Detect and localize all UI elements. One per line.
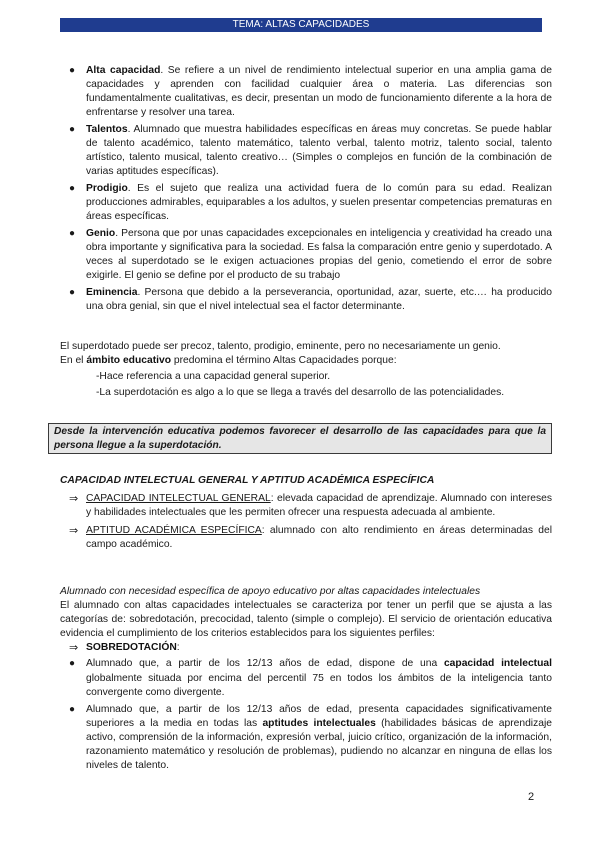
- bullet-icon: ●: [69, 182, 76, 194]
- list-item: ● Alumnado que, a partir de los 12/13 años de edad, dispone de una capacidad intelectual globalmente situada por encima del percentil 75 en todos los ámbitos de la inteligencia tanto convergente como divergente.: [69, 658, 552, 698]
- arrow-right-icon: ⇒: [69, 525, 79, 538]
- definition-text: . Se refiere a un nivel de rendimiento intelectual superior en una amplia gama de capacidades y aprenden con facilidad cualquier área o materia. Las diferencias son fundamentalmente cualitativas, es decir, presentan un modo de funcionamiento diferente a la hora de enfrentarse y resolver una tarea.: [86, 65, 552, 119]
- bullet-icon: ●: [69, 658, 76, 670]
- bullet-icon: ●: [69, 227, 76, 239]
- bullet-icon: ●: [69, 65, 76, 76]
- section-intro: El alumnado con altas capacidades intelectuales se caracteriza por tener un perfil que se ajusta a las categorías de: sobredotación, precocidad, talento (simple o complejo). El servicio de orientación educativa evidencia el cumplimiento de los criterios establecidos para los siguientes perfiles:: [60, 600, 552, 640]
- intro-line-educativo: En el ámbito educativo predomina el término Altas Capacidades porque:: [60, 355, 397, 367]
- page-header-banner: [60, 18, 542, 32]
- definition-term: Talentos: [86, 123, 128, 135]
- definition-item: [60, 64, 552, 120]
- bullet-icon: ●: [69, 703, 76, 715]
- bullet-icon: ●: [69, 123, 76, 135]
- arrow-list-item: ⇒ APTITUD ACADÉMICA ESPECÍFICA: alumnado con alto rendimiento en áreas determinadas del campo académico.: [69, 525, 552, 551]
- definition-item: [60, 286, 552, 314]
- definition-term: Genio: [86, 227, 116, 239]
- intro-line: El superdotado puede ser precoz, talento, prodigio, eminente, pero no necesariamente un genio.: [60, 341, 501, 352]
- definition-text: . Persona que debido a la perseverancia, oportunidad, azar, suerte, etc.… ha producido una obra genial, sin que el nivel intelectual sea el factor determinante.: [86, 286, 552, 312]
- definition-text: . Es el sujeto que realiza una actividad fuera de lo común para su edad. Realizan producciones admirables, equiparables a los adultos, y suelen presentar competencias prematuras en áreas específicas.: [86, 182, 552, 223]
- sub-label: SOBREDOTACIÓN: [86, 642, 177, 654]
- definitions-list: [60, 64, 552, 317]
- section-capacidad: [60, 474, 552, 556]
- definition-text: . Alumnado que muestra habilidades específicas en áreas muy concretas. Se puede hablar de talento académico, talento matemático, talento verbal, talento motriz, talento social, talento artístico, talento musical, talento creativo… (Simples o complejos en función de la combinación de varias aptitudes específicas).: [86, 123, 552, 178]
- page-number: 2: [528, 791, 535, 803]
- reason-item: -La superdotación es algo a lo que se llega a través del desarrollo de las potencialidades.: [96, 387, 505, 399]
- bullet-icon: ●: [69, 286, 76, 298]
- section-heading: Alumnado con necesidad específica de apoyo educativo por altas capacidades intelectuales: [60, 586, 481, 597]
- reason-item: -Hace referencia a una capacidad general superior.: [96, 371, 331, 383]
- section-heading: CAPACIDAD INTELECTUAL GENERAL Y APTITUD ACADÉMICA ESPECÍFICA: [60, 475, 435, 486]
- list-item: ● Alumnado que, a partir de los 12/13 años de edad, presenta capacidades significativamente superiores a la media en todas las aptitudes intelectuales (habilidades básicas de aprendizaje activo, comprensión de la información, expresión verbal, juicio crítico, organización de la información, razonamiento matemático y resolución de problemas), pudiendo no alcanzar en ninguna de ellas los niveles de talento.: [69, 703, 552, 772]
- definition-item: [60, 227, 552, 283]
- intro-block: [60, 340, 552, 400]
- definition-term: Eminencia: [86, 286, 138, 298]
- definition-text: . Persona que por unas capacidades excepcionales en inteligencia y creatividad ha creado una obra importante y significativa para la sociedad. Es falsa la comparación entre genio y superdotado. A veces al superdotado se le exigen actuaciones propias del genio, cometiendo el error de sobre exigirle. El genio se define por el producto de su trabajo: [86, 227, 552, 282]
- arrow-item-label: APTITUD ACADÉMICA ESPECÍFICA: [86, 525, 262, 537]
- definition-term: Alta capacidad: [86, 65, 161, 76]
- definition-term: Prodigio: [86, 182, 128, 194]
- arrow-item-label: CAPACIDAD INTELECTUAL GENERAL: [86, 493, 271, 505]
- definition-item: [60, 123, 552, 179]
- sobredotacion-list: [60, 657, 552, 773]
- arrow-right-icon: ⇒: [69, 493, 79, 506]
- arrow-list-item: ⇒ SOBREDOTACIÓN:: [69, 642, 180, 655]
- arrow-list-item: ⇒ CAPACIDAD INTELECTUAL GENERAL: elevada capacidad de aprendizaje. Alumnado con intereses y habilidades intelectuales que les permiten ofrecer una respuesta adecuada al ambiente.: [69, 493, 552, 519]
- highlight-callout: [48, 423, 552, 454]
- definition-item: [60, 182, 552, 224]
- callout-text: Desde la intervención educativa podemos favorecer el desarrollo de las capacidades para que la persona llegue a la superdotación.: [54, 426, 546, 451]
- arrow-right-icon: ⇒: [69, 642, 79, 655]
- page-header-title: TEMA: ALTAS CAPACIDADES: [232, 19, 370, 30]
- section-nee: [60, 585, 552, 773]
